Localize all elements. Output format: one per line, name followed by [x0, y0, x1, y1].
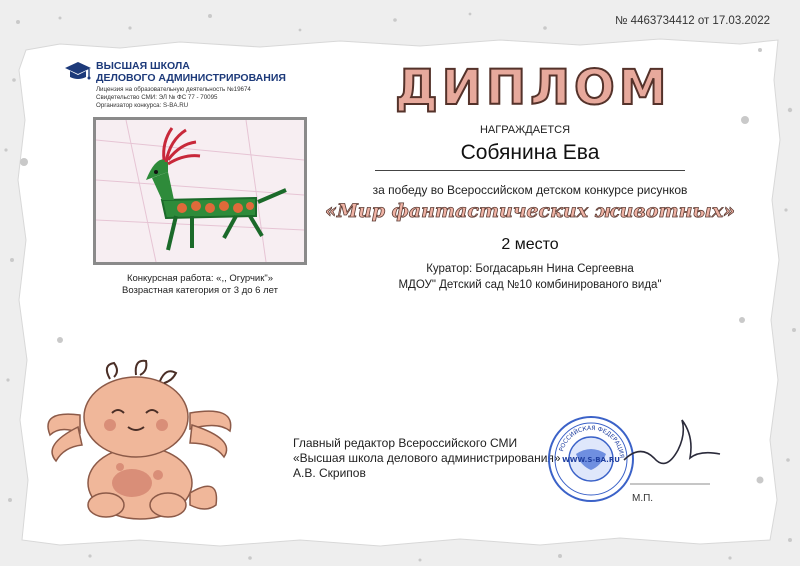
kindergarten-name: МДОУ" Детский сад №10 комбинированого вида": [398, 279, 662, 291]
media-certificate-line: Свидетельство СМИ: ЭЛ № ФС 77 - 70095: [96, 94, 218, 101]
certificate-number: № 4463734412 от 17.03.2022: [615, 15, 770, 27]
editor-name: А.В. Скрипов: [293, 466, 366, 480]
contest-title: «Мир фантастических животных»: [325, 200, 735, 222]
handwritten-signature: [620, 414, 730, 489]
diploma-title: ДИПЛОМ: [395, 60, 671, 116]
organizer-line: Организатор конкурса: S-BA.RU: [96, 102, 189, 109]
artwork-caption: [93, 273, 307, 297]
award-place: 2 место: [501, 236, 559, 253]
age-category: Возрастная категория от 3 до 6 лет: [122, 285, 278, 296]
editor-position: Главный редактор Всероссийского СМИ: [293, 436, 518, 450]
artwork-photo: [93, 117, 307, 265]
graduation-cap-icon: [64, 60, 92, 82]
contest-description: за победу во Всероссийском детском конкурсе рисунков: [372, 183, 688, 197]
artwork-title: Конкурсная работа: «,, Огурчик"»: [126, 273, 274, 284]
signature-block: [293, 436, 561, 481]
organization-details: [96, 86, 251, 110]
recipient-underline: [375, 170, 685, 171]
artwork-drawing: [96, 120, 304, 262]
recipient-name: Собянина Ева: [460, 141, 600, 164]
dragon-mascot-illustration: [40, 355, 240, 525]
stamp-place-label: М.П.: [632, 493, 654, 504]
awarded-label: НАГРАЖДАЕТСЯ: [479, 124, 571, 136]
license-line: Лицензия на образовательную деятельность №19674: [96, 86, 251, 93]
curator-name: Куратор: Богдасарьян Нина Сергеевна: [426, 263, 634, 275]
organization-name: ВЫСШАЯ ШКОЛА ДЕЛОВОГО АДМИНИСТРИРОВАНИЯ: [96, 60, 286, 84]
editor-organization: «Высшая школа делового администрирования»: [293, 451, 561, 465]
seal-center-text: WWW.S-BA.RU: [562, 456, 620, 464]
seal-ring-text: РОССИЙСКАЯ ФЕДЕРАЦИЯ: [558, 424, 626, 459]
